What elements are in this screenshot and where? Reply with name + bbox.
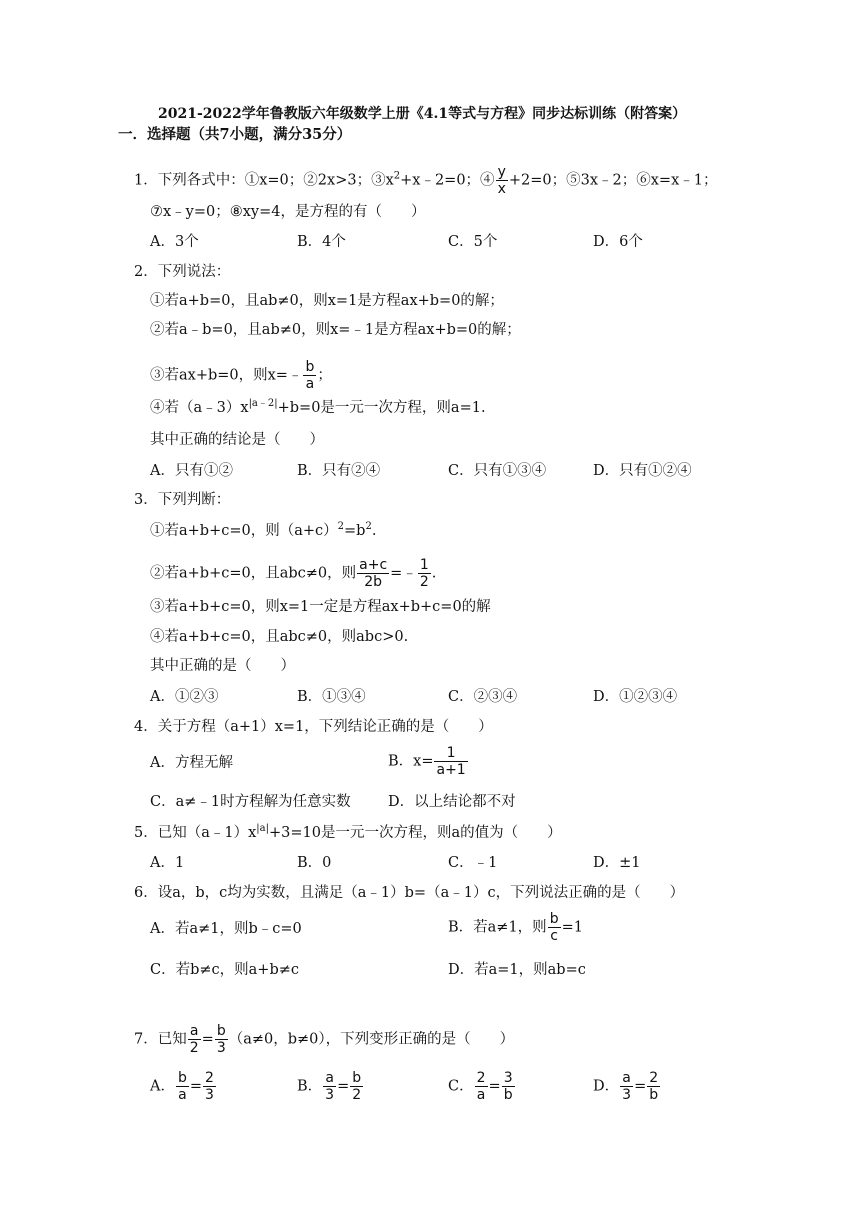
section-heading: 一．选择题（共7小题，满分35分） — [118, 126, 352, 143]
q1-option-b[interactable]: B．4个 — [297, 234, 346, 250]
fraction-numerator: b — [305, 359, 315, 375]
fraction-b-over-3 — [215, 1023, 228, 1056]
fraction-denominator: x — [497, 181, 506, 197]
q1-option-d[interactable]: D．6个 — [593, 234, 643, 250]
fraction-numerator: 2 — [649, 1070, 659, 1086]
question-4-stem — [134, 717, 493, 737]
q4-option-c[interactable]: C．a≠﹣1时方程解为任意实数 — [150, 794, 351, 810]
equals-sign: = — [189, 1078, 203, 1095]
q3-option-d[interactable]: D．①②③④ — [593, 689, 678, 705]
fraction-denominator: a — [476, 1087, 486, 1103]
question-3-stem — [134, 490, 230, 510]
q2-s4-text: ④若（a﹣3）x — [150, 400, 249, 416]
question-1-line-1 — [134, 164, 717, 197]
fraction-denominator: 2 — [189, 1040, 199, 1056]
fraction-a-plus-c-over-2b — [357, 557, 389, 590]
fraction-denominator: b — [649, 1087, 659, 1103]
fraction-numerator: a — [323, 1070, 336, 1087]
fraction-a-over-2 — [188, 1023, 201, 1056]
fraction-denominator: 3 — [216, 1040, 226, 1056]
fraction-denominator: 2b — [364, 574, 383, 590]
q1-option-a[interactable]: A．3个 — [150, 234, 199, 250]
fraction-numerator: a — [188, 1023, 201, 1040]
fraction-denominator: 3 — [622, 1087, 632, 1103]
q3-s1-exponent-2: 2 — [365, 521, 372, 532]
q3-statement-4: ④若a+b+c=0，且abc≠0，则abc>0. — [150, 629, 409, 645]
question-5-stem — [134, 823, 562, 843]
q6-option-b[interactable] — [448, 911, 583, 944]
fraction-denominator: a — [305, 376, 315, 392]
q2-s4-end: +b=0是一元一次方程，则a=1. — [277, 400, 486, 416]
q7-option-d[interactable] — [593, 1070, 661, 1103]
q2-statement-2: ②若a﹣b=0，且ab≠0，则x=﹣1是方程ax+b=0的解； — [150, 322, 521, 338]
fraction-denominator: 2 — [419, 574, 429, 590]
q4-stem-text: 关于方程（a+1）x=1，下列结论正确的是（ ） — [157, 719, 493, 735]
q5-option-a[interactable]: A．1 — [150, 855, 185, 871]
q3-s1-text: ①若a+b+c=0，则（a+c） — [150, 523, 338, 539]
q1-option-c[interactable]: C．5个 — [448, 234, 498, 250]
q7-text-a: 已知 — [157, 1031, 187, 1048]
page-title: 2021-2022学年鲁教版六年级数学上册《4.1等式与方程》同步达标训练（附答案） — [158, 106, 687, 122]
fraction-numerator: a — [620, 1070, 633, 1087]
option-label: D． — [593, 1078, 620, 1095]
question-7-stem — [134, 1023, 514, 1056]
q2-s4-exponent: |a﹣2| — [248, 398, 278, 409]
question-1-line-2: ⑦x﹣y=0；⑧xy=4，是方程的有（ ） — [150, 204, 426, 220]
q3-s2-text: ②若a+b+c=0，且abc≠0，则 — [150, 565, 357, 582]
q5-option-c[interactable]: C．﹣1 — [448, 855, 498, 871]
q2-statement-4 — [150, 398, 486, 418]
q3-s1-exponent: 2 — [337, 521, 345, 532]
q4-option-b[interactable] — [388, 745, 469, 778]
equals-sign: = — [201, 1031, 214, 1048]
question-2-stem — [134, 262, 230, 282]
fraction-numerator: 1 — [434, 745, 467, 762]
q1-sup: 2 — [393, 170, 401, 182]
q2-option-a[interactable]: A．只有①② — [150, 463, 233, 479]
q2-stem-text: 下列说法： — [157, 264, 231, 280]
fraction-numerator: a+c — [359, 557, 388, 573]
fraction-b-over-a — [303, 359, 316, 392]
equals-sign: = — [488, 1078, 501, 1095]
equals-sign: = — [634, 1078, 647, 1095]
q3-option-a[interactable]: A．①②③ — [150, 689, 219, 705]
q3-stem-text: 下列判断： — [157, 492, 231, 508]
q1-text-c: +x﹣2=0；④ — [400, 172, 495, 189]
fraction-y-over-x — [496, 164, 508, 197]
fraction-right — [647, 1070, 660, 1103]
q2-ask: 其中正确的结论是（ ） — [150, 432, 324, 448]
q3-s1-end: . — [371, 523, 377, 539]
fraction-denominator: a+1 — [436, 762, 466, 778]
fraction-left — [323, 1070, 336, 1103]
q3-s2-end: . — [431, 565, 437, 582]
fraction-left — [475, 1070, 488, 1103]
q5-text-b: +3=10是一元一次方程，则a的值为（ ） — [269, 825, 562, 841]
q6-option-b-text: B．若a≠1，则 — [448, 919, 547, 936]
q2-option-b[interactable]: B．只有②④ — [297, 463, 381, 479]
fraction-numerator: y — [497, 164, 506, 180]
fraction-right — [350, 1070, 363, 1103]
q5-option-d[interactable]: D．±1 — [593, 855, 641, 871]
q2-s3-text: ③若ax+b=0，则x=﹣ — [150, 367, 303, 384]
fraction-numerator: b — [350, 1070, 363, 1087]
fraction-numerator: b — [215, 1023, 228, 1040]
q5-exponent: |a| — [256, 823, 269, 834]
q2-option-d[interactable]: D．只有①②④ — [593, 463, 692, 479]
q6-option-b-end: =1 — [561, 919, 583, 936]
fraction-1-over-2 — [418, 557, 431, 590]
fraction-left — [620, 1070, 633, 1103]
fraction-denominator: b — [503, 1087, 513, 1103]
fraction-right — [203, 1070, 216, 1103]
equals-sign: = — [337, 1078, 350, 1095]
fraction-denominator: c — [550, 928, 558, 944]
fraction-right — [502, 1070, 515, 1103]
question-number: 7． — [134, 1031, 158, 1048]
question-number: 2． — [134, 264, 158, 280]
q6-option-c[interactable]: C．若b≠c，则a+b≠c — [150, 962, 299, 978]
q3-option-c[interactable]: C．②③④ — [448, 689, 518, 705]
fraction-numerator: 2 — [476, 1070, 486, 1086]
fraction-left — [176, 1070, 189, 1103]
fraction-1-over-a-plus-1 — [434, 745, 467, 778]
question-number: 1． — [134, 172, 158, 189]
q6-option-a[interactable]: A．若a≠1，则b﹣c=0 — [150, 921, 302, 937]
option-label: A． — [150, 1078, 175, 1095]
q2-statement-1: ①若a+b=0，且ab≠0，则x=1是方程ax+b=0的解； — [150, 293, 504, 309]
fraction-numerator: 2 — [205, 1070, 214, 1086]
q7-option-b[interactable] — [297, 1070, 364, 1103]
question-number: 3． — [134, 492, 158, 508]
q3-statement-2 — [150, 557, 436, 590]
question-number: 5． — [134, 825, 158, 841]
fraction-numerator: 1 — [419, 557, 429, 573]
q3-option-b[interactable]: B．①③④ — [297, 689, 366, 705]
fraction-b-over-c — [548, 911, 561, 944]
question-6-stem — [134, 883, 684, 903]
q1-text-d: +2=0；⑤3x﹣2；⑥x=x﹣1； — [508, 172, 718, 189]
fraction-denominator: 3 — [325, 1087, 335, 1103]
q4-option-b-text: B．x= — [388, 753, 434, 770]
q2-option-c[interactable]: C．只有①③④ — [448, 463, 547, 479]
q3-s1-text-b: =b — [344, 523, 366, 539]
fraction-numerator: 3 — [503, 1070, 513, 1086]
q2-s3-end: ； — [317, 367, 332, 384]
q7-option-a[interactable] — [150, 1070, 217, 1103]
q4-option-a[interactable]: A．方程无解 — [150, 755, 233, 771]
option-label: B． — [297, 1078, 323, 1095]
question-number: 4． — [134, 719, 158, 735]
q3-s2-middle: =﹣ — [390, 565, 417, 582]
q4-option-d[interactable]: D．以上结论都不对 — [388, 794, 516, 810]
q7-option-c[interactable] — [448, 1070, 516, 1103]
fraction-denominator: 3 — [205, 1087, 214, 1103]
q3-ask: 其中正确的是（ ） — [150, 658, 295, 674]
q2-statement-3 — [150, 359, 332, 392]
q1-text-a: 下列各式中：① — [157, 172, 260, 189]
fraction-denominator: 2 — [352, 1087, 362, 1103]
fraction-numerator: b — [549, 911, 559, 927]
fraction-denominator: a — [178, 1087, 187, 1103]
question-number: 6． — [134, 885, 158, 901]
option-label: C． — [448, 1078, 474, 1095]
fraction-numerator: b — [177, 1070, 187, 1086]
q7-text-b: （a≠0，b≠0），下列变形正确的是（ ） — [228, 1031, 515, 1048]
q3-statement-3: ③若a+b+c=0，则x=1一定是方程ax+b+c=0的解 — [150, 599, 491, 615]
q5-option-b[interactable]: B．0 — [297, 855, 332, 871]
q1-text-b: x=0；②2x>3；③x — [259, 172, 394, 189]
q3-statement-1 — [150, 521, 376, 541]
q5-text-a: 已知（a﹣1）x — [157, 825, 257, 841]
q6-option-d[interactable]: D．若a=1，则ab=c — [448, 962, 586, 978]
q6-stem-text: 设a，b，c均为实数，且满足（a﹣1）b=（a﹣1）c，下列说法正确的是（ ） — [157, 885, 685, 901]
